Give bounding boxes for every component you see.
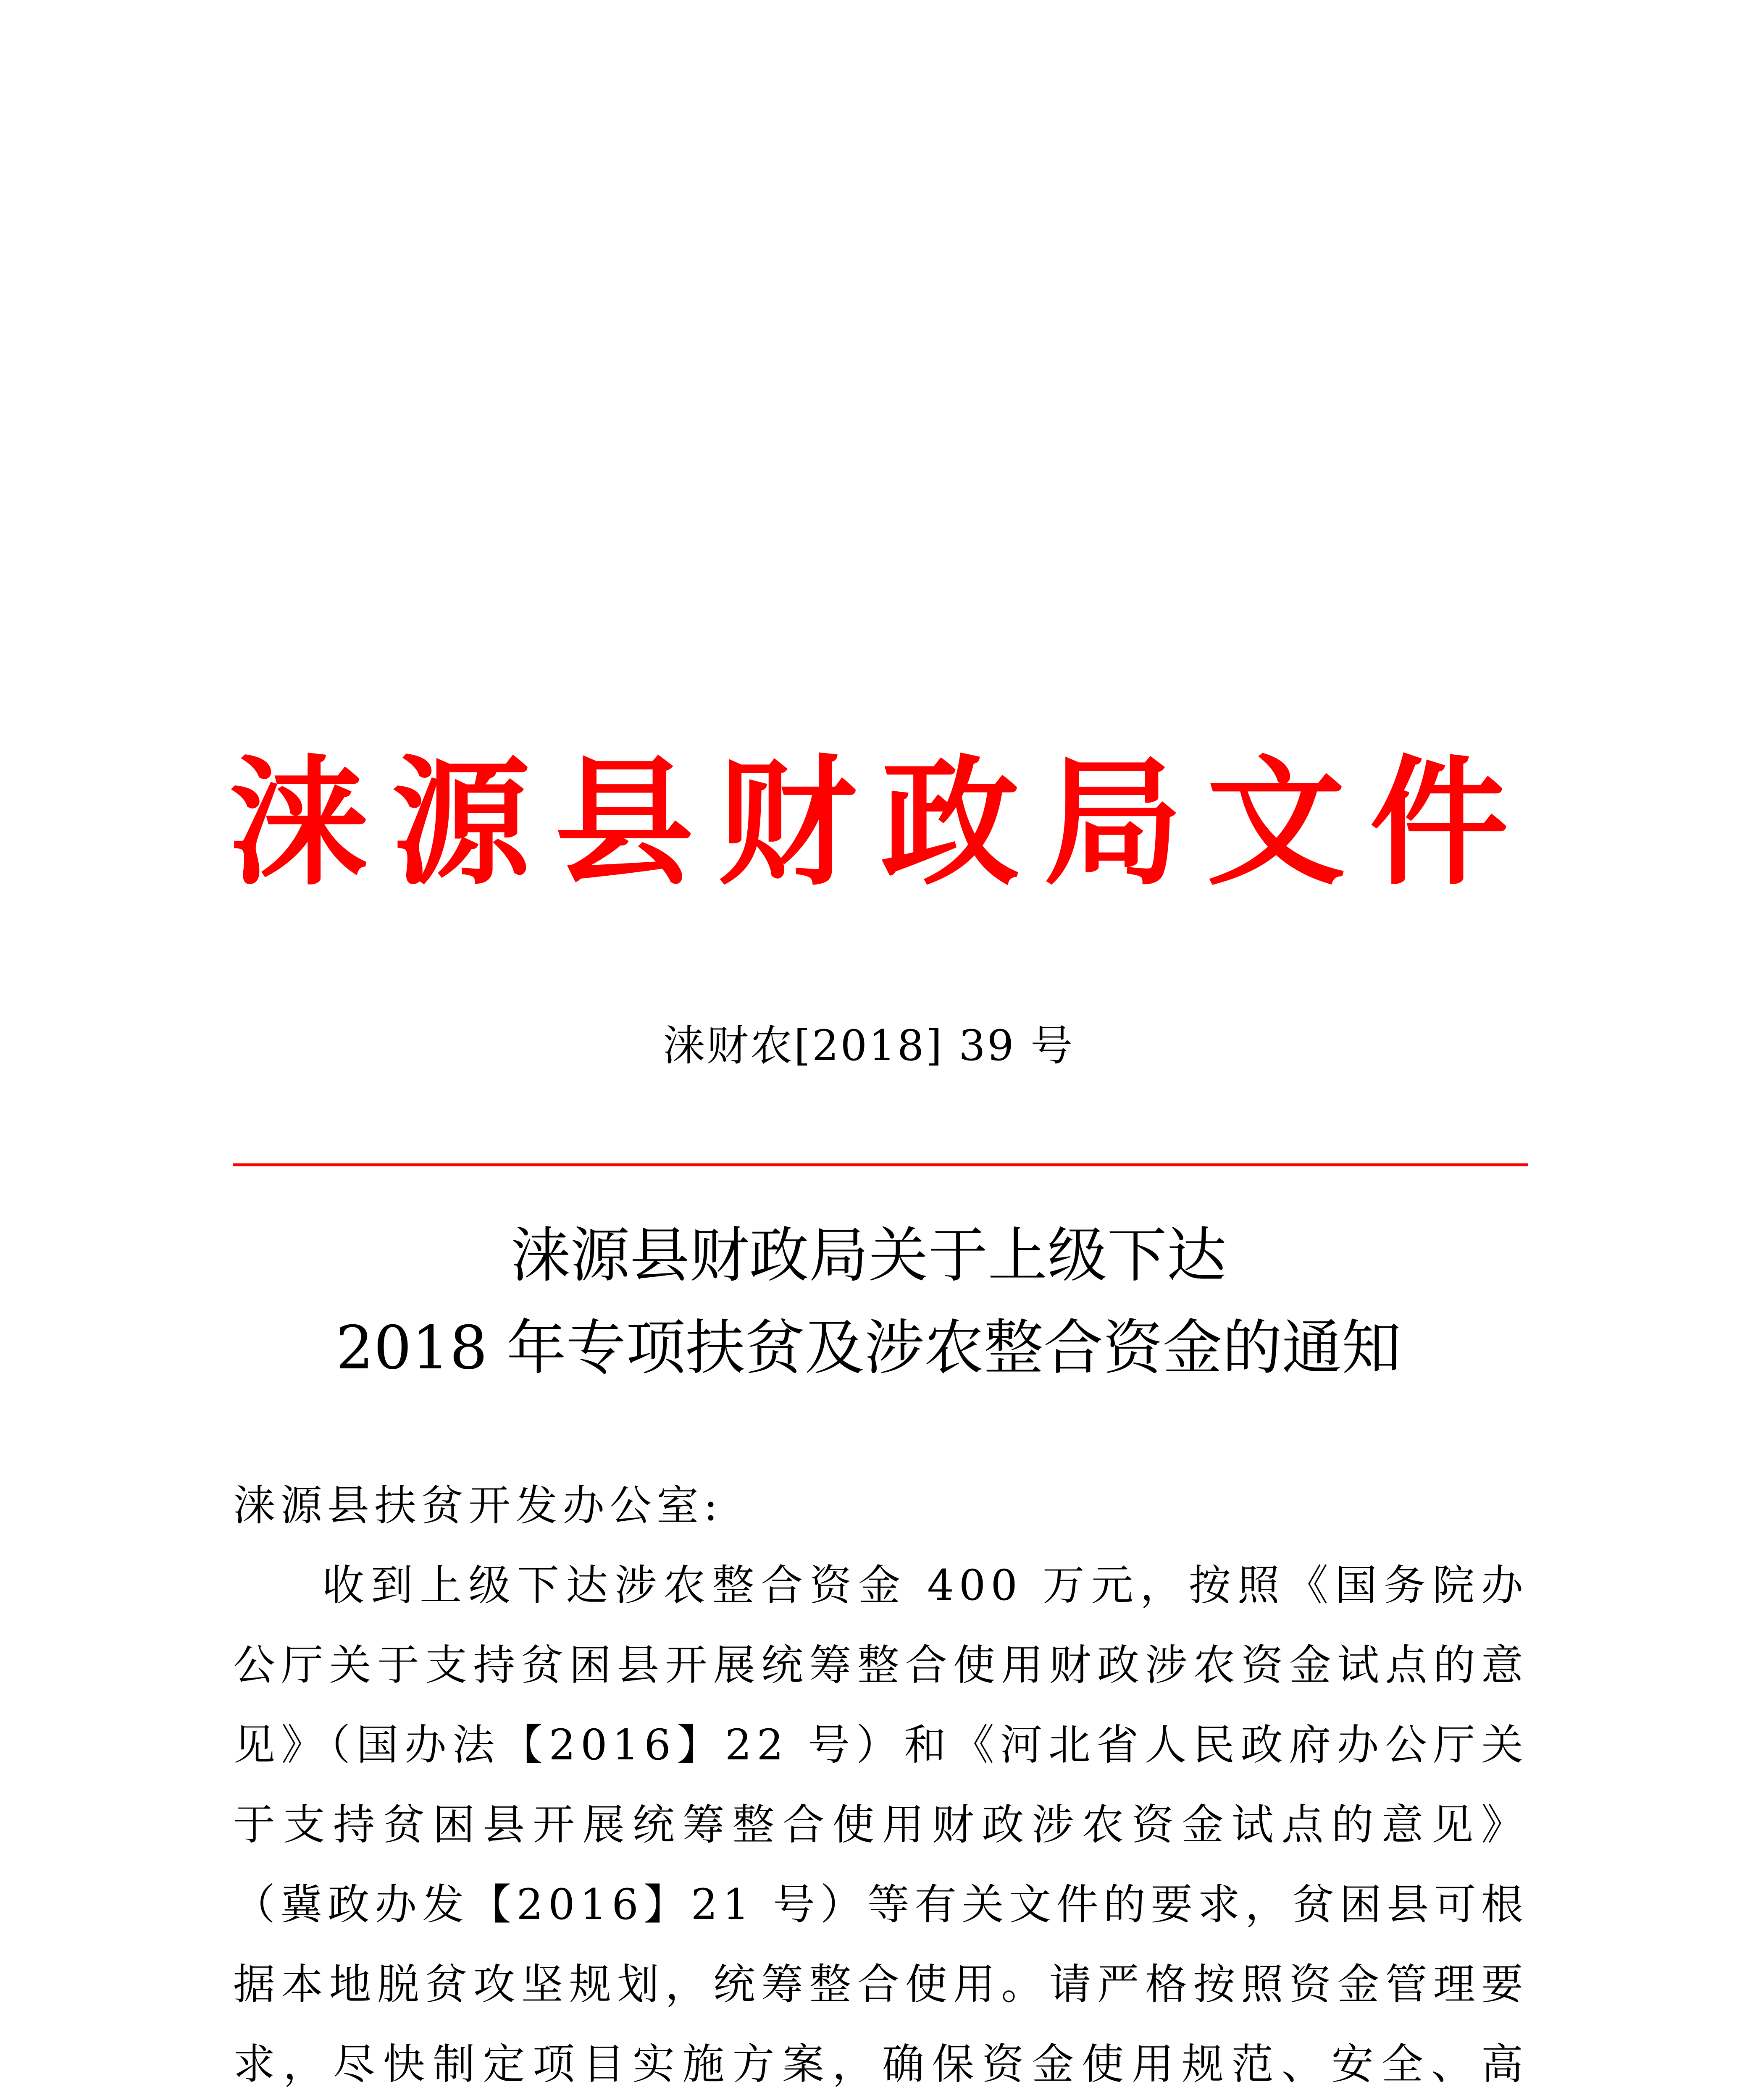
- body-paragraph: 收到上级下达涉农整合资金 400 万元，按照《国务院办公厅关于支持贫困县开展统筹整合使用财政涉农资金试点的意见》（国办法【2016】22 号）和《河北省人民政府办公厅关于支持贫困县开展统筹整合使用财政涉农资金试点的意见》（冀政办发【2016】21 号）等有关文件的要求，贫困县可根据本地脱贫攻坚规划，统筹整合使用。请严格按照资金管理要求，尽快制定项目实施方案，确保资金使用规范、安全、高: [233, 1561, 1528, 2089]
- document-masthead: 涞源县财政局文件: [229, 743, 1533, 904]
- title-line-1: 涞源县财政局关于上级下达: [510, 1221, 1227, 1290]
- title-line-2: 2018 年专项扶贫及涉农整合资金的通知: [336, 1313, 1401, 1383]
- document-title: [0, 1210, 1737, 1394]
- red-divider-rule: [233, 1163, 1528, 1166]
- addressee: 涞源县扶贫开发办公室:: [233, 1481, 723, 1530]
- document-body: [233, 1466, 1528, 2100]
- document-number: 涞财农[2018] 39 号: [662, 1021, 1075, 1070]
